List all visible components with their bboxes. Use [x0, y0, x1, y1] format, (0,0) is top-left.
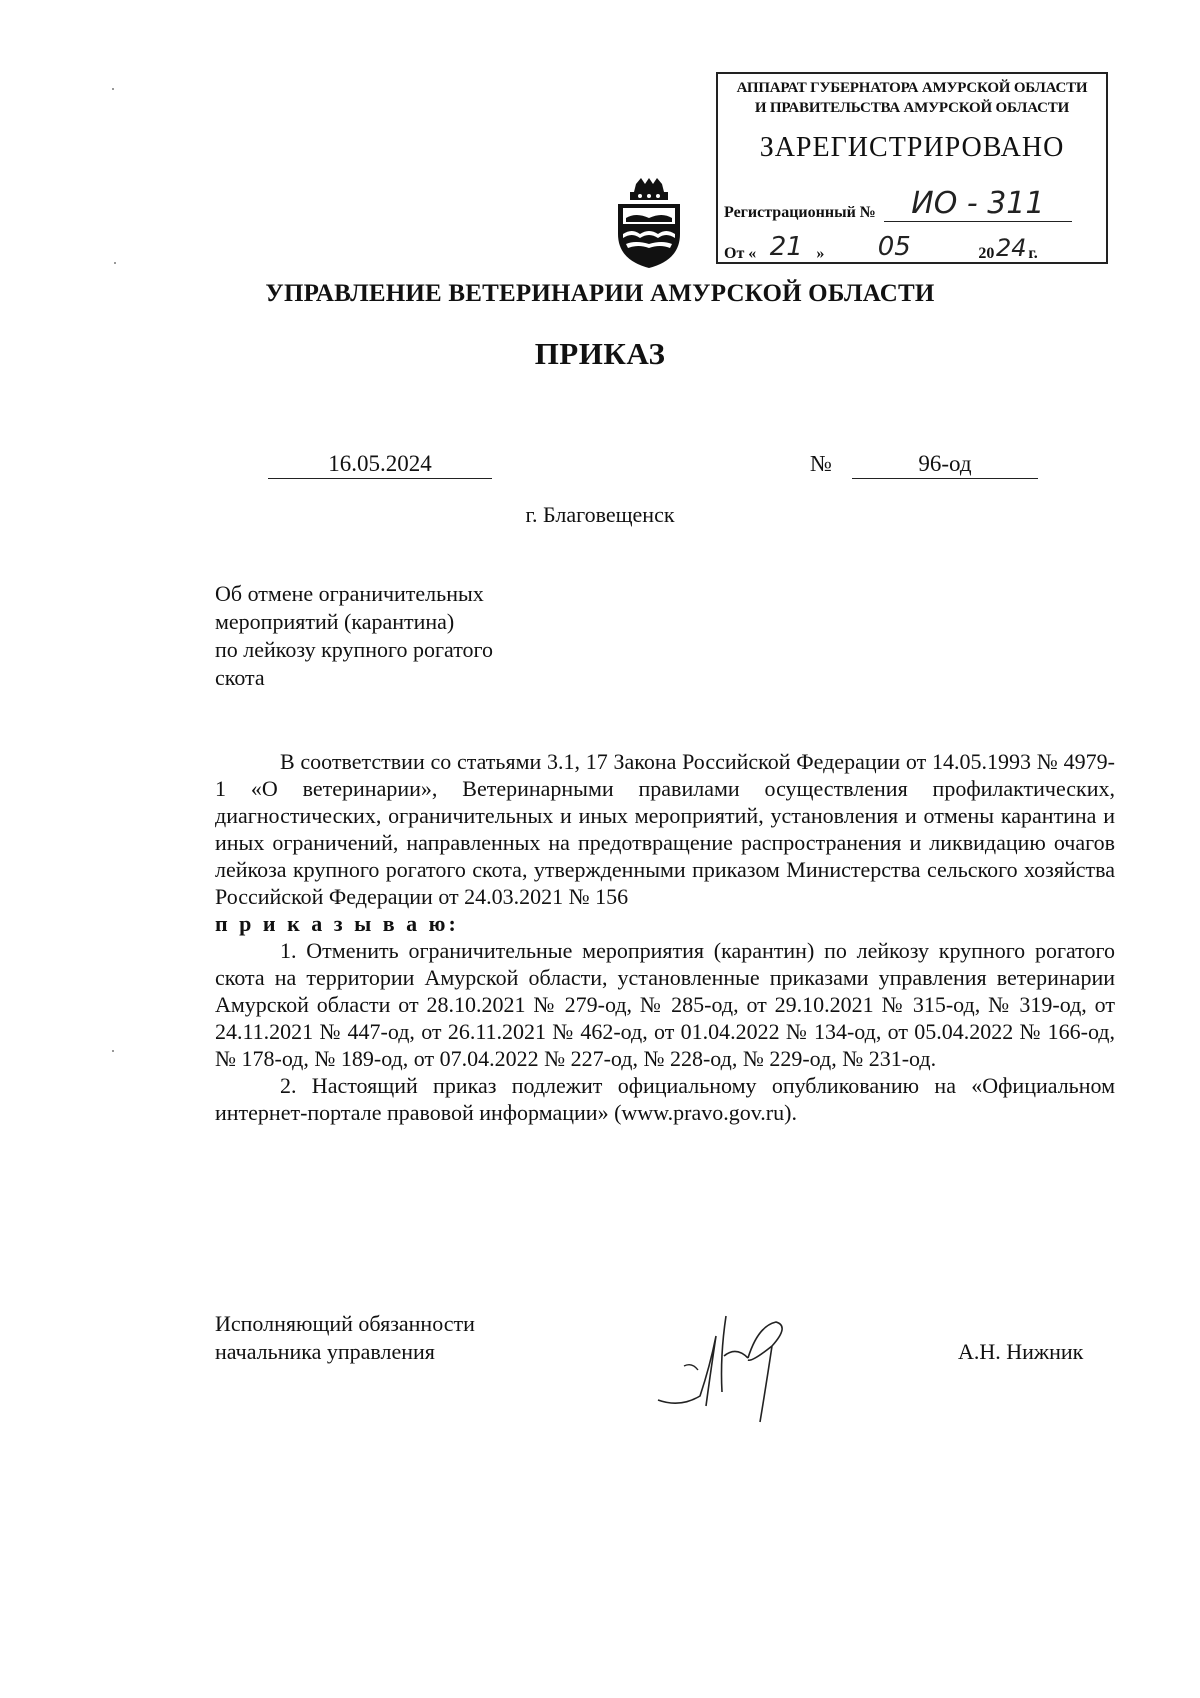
order-word: п р и к а з ы в а ю: [215, 911, 459, 936]
scan-speck [114, 262, 116, 264]
signatory-position [215, 1310, 475, 1366]
stamp-reg-number: ИО - 311 [911, 186, 1045, 221]
stamp-year-unit: г. [1028, 245, 1038, 262]
document-type: ПРИКАЗ [534, 336, 666, 371]
registration-stamp [716, 72, 1108, 264]
scan-speck [112, 88, 114, 90]
stamp-reg-row [724, 186, 1100, 222]
subject-line: Об отмене ограничительных [215, 581, 484, 606]
position-line-1: Исполняющий обязанности [215, 1311, 475, 1336]
scan-speck [112, 1050, 114, 1052]
city: г. Благовещенск [525, 502, 675, 527]
stamp-date-row [724, 232, 1100, 263]
order-item-2: 2. Настоящий приказ подлежит официальному опубликованию на «Официальном интернет-портале правовой информации» (www.pravo.gov.ru). [215, 1073, 1115, 1125]
order-date: 16.05.2024 [268, 450, 492, 479]
stamp-from-label: От « [724, 245, 757, 262]
subject-line: скота [215, 665, 265, 690]
stamp-day-field [756, 232, 816, 263]
order-body [215, 748, 1115, 1126]
stamp-year-suffix: 24 [996, 234, 1027, 262]
organization-title: УПРАВЛЕНИЕ ВЕТЕРИНАРИИ АМУРСКОЙ ОБЛАСТИ [265, 280, 935, 307]
position-line-2: начальника управления [215, 1339, 435, 1364]
handwritten-signature [640, 1296, 820, 1426]
stamp-year-field [994, 234, 1028, 263]
order-number: 96-од [852, 450, 1038, 479]
stamp-close-quote: » [816, 245, 825, 262]
stamp-month-field [834, 232, 954, 263]
stamp-reg-label: Регистрационный № [724, 204, 876, 221]
preamble-paragraph: В соответствии со статьями 3.1, 17 Закона Российской Федерации от 14.05.1993 № 4979-1 «О ветеринарии», Ветеринарными правилами осуществления профилактических, диагностических, ограничительных и иных мероприятий, установления и отмены карантина и иных ограничений, направленных на предотвращение распространения и ликвидацию очагов лейкоза крупного рогатого скота, утвержденными приказом Министерства сельского хозяйства Российской Федерации от 24.03.2021 № 156 [215, 749, 1115, 909]
stamp-year-prefix: 20 [978, 245, 995, 262]
subject-line: по лейкозу крупного рогатого [215, 637, 494, 662]
stamp-header-line2: И ПРАВИТЕЛЬСТВА АМУРСКОЙ ОБЛАСТИ [754, 100, 1070, 116]
stamp-reg-number-field [884, 186, 1072, 222]
order-subject [215, 580, 615, 692]
subject-line: мероприятий (карантина) [215, 609, 455, 634]
order-item-1: 1. Отменить ограничительные мероприятия (карантин) по лейкозу крупного рогатого скота на территории Амурской области, установленные приказами управления ветеринарии Амурской области от 28.10.2021 № 279-од, № 285-од, от 29.10.2021 № 315-од, № 319-од, от 24.11.2021 № 447-од, от 26.11.2021 № 462-од, от 01.04.2022 № 134-од, от 05.04.2022 № 166-од, № 178-од, № 189-од, от 07.04.2022 № 227-од, № 228-од, № 229-од, № 231-од. [215, 938, 1115, 1071]
signatory-name: А.Н. Нижник [958, 1339, 1084, 1364]
stamp-month: 05 [877, 232, 911, 262]
coat-of-arms-emblem [612, 178, 686, 270]
number-sign: № [810, 451, 832, 476]
stamp-header-line1: АППАРАТ ГУБЕРНАТОРА АМУРСКОЙ ОБЛАСТИ [736, 80, 1088, 96]
stamp-title: ЗАРЕГИСТРИРОВАНО [759, 132, 1065, 163]
stamp-day: 21 [769, 232, 803, 262]
